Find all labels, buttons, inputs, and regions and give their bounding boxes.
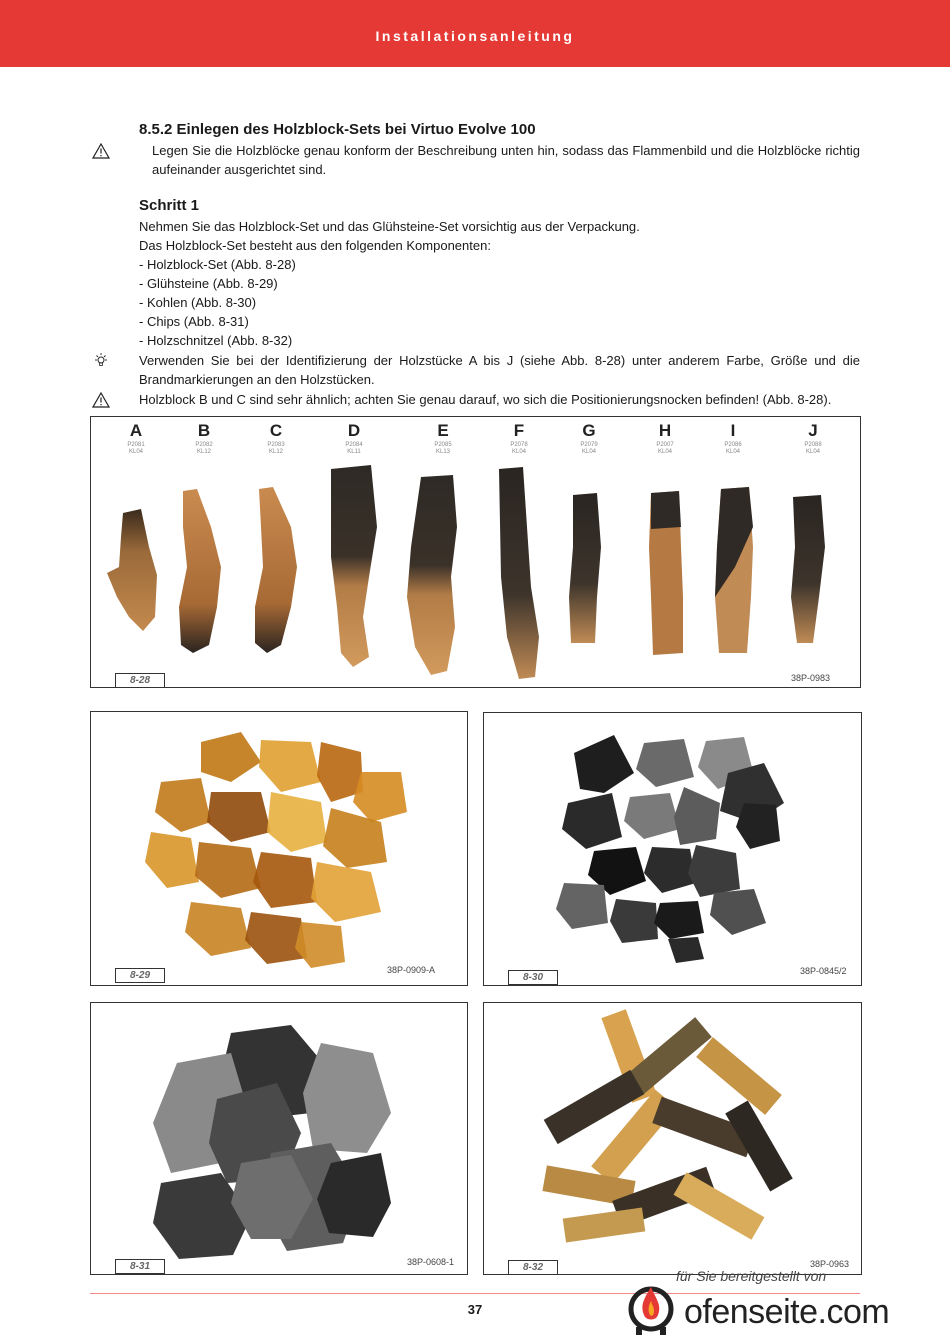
list-item: - Kohlen (Abb. 8-30) [139, 295, 257, 310]
list-item: Das Holzblock-Set besteht aus den folgenden Komponenten: [139, 238, 491, 253]
figure-8-28 [90, 416, 861, 688]
log-letter: G [582, 421, 596, 440]
glow-stones-photo [91, 712, 467, 985]
figure-8-29 [90, 711, 468, 986]
log-letter: F [513, 421, 525, 440]
list-item: Nehmen Sie das Holzblock-Set und das Glühsteine-Set vorsichtig aus der Verpackung. [139, 219, 640, 234]
wood-chips-photo [484, 1003, 861, 1274]
figure-code: 38P-0845/2 [800, 966, 847, 976]
step-list [139, 217, 640, 350]
wood-logs-photo [91, 417, 860, 687]
log-code: P2078 [510, 442, 528, 448]
log-code: KL04 [657, 449, 672, 455]
log-letter: E [437, 421, 449, 440]
flame-logo-icon [626, 1275, 676, 1335]
log-letter: J [808, 421, 818, 440]
log-code: KL11 [347, 449, 361, 455]
brand-name: ofenseite.com [684, 1293, 890, 1331]
tip-text: Verwenden Sie bei der Identifizierung der Holzstücke A bis J (siehe Abb. 8-28) unter anderem Farbe, Größe und die Brandmarkierungen an den Holzstücken. [139, 353, 860, 387]
figure-label: 8-31 [115, 1259, 165, 1274]
chips-photo [91, 1003, 467, 1274]
log-code: KL04 [581, 449, 596, 455]
log-letter: H [658, 421, 672, 440]
document-title: Installationsanleitung [375, 28, 575, 44]
figure-8-30 [483, 712, 862, 986]
figure-code: 38P-0909-A [387, 965, 436, 975]
provided-by-text: für Sie bereitgestellt von [676, 1268, 827, 1284]
log-code: KL04 [805, 449, 820, 455]
log-code: P2081 [127, 442, 145, 448]
log-code: KL13 [435, 449, 450, 455]
log-letter: D [347, 421, 361, 440]
log-code: KL12 [268, 449, 283, 455]
coals-photo [484, 713, 861, 985]
figure-8-32 [483, 1002, 862, 1275]
list-item: - Chips (Abb. 8-31) [139, 314, 249, 329]
figure-label: 8-28 [115, 673, 165, 688]
log-letter: A [129, 421, 143, 440]
log-code: KL12 [196, 449, 211, 455]
log-code: KL04 [128, 449, 143, 455]
log-code: P2079 [580, 442, 598, 448]
log-code: KL04 [511, 449, 526, 455]
list-item: - Holzblock-Set (Abb. 8-28) [139, 257, 296, 272]
figure-code: 38P-0983 [791, 673, 831, 683]
figure-code: 38P-0608-1 [407, 1257, 455, 1267]
section-title: 8.5.2 Einlegen des Holzblock-Sets bei Virtuo Evolve 100 [139, 121, 536, 138]
figure-label: 8-30 [508, 970, 558, 985]
log-code: P2084 [345, 442, 363, 448]
log-letter: B [197, 421, 211, 440]
log-code: KL04 [725, 449, 740, 455]
warning-triangle-icon [92, 392, 110, 408]
log-code: P2007 [656, 442, 674, 448]
warning-text: Legen Sie die Holzblöcke genau konform der Beschreibung unten hin, sodass das Flammenbild und die Holzblöcke richtig aufeinander ausgerichtet sind. [152, 143, 860, 177]
figure-8-31 [90, 1002, 468, 1275]
figure-code: 38P-0963 [810, 1259, 850, 1269]
log-code: P2086 [724, 442, 742, 448]
log-code: P2082 [195, 442, 213, 448]
step-title: Schritt 1 [139, 197, 200, 214]
log-code: P2085 [434, 442, 452, 448]
warning-text-2: Holzblock B und C sind sehr ähnlich; achten Sie genau darauf, wo sich die Positionierungsnocken befinden! (Abb. 8-28). [139, 392, 832, 407]
figure-label: 8-32 [508, 1260, 558, 1275]
warning-triangle-icon [92, 143, 110, 159]
list-item: - Glühsteine (Abb. 8-29) [139, 276, 278, 291]
log-code: P2083 [267, 442, 285, 448]
lightbulb-icon [92, 352, 110, 368]
page-number: 37 [467, 1302, 483, 1317]
list-item: - Holzschnitzel (Abb. 8-32) [139, 333, 293, 348]
log-letter: I [730, 421, 736, 440]
log-code: P2088 [804, 442, 822, 448]
log-letter: C [269, 421, 283, 440]
figure-label: 8-29 [115, 968, 165, 983]
